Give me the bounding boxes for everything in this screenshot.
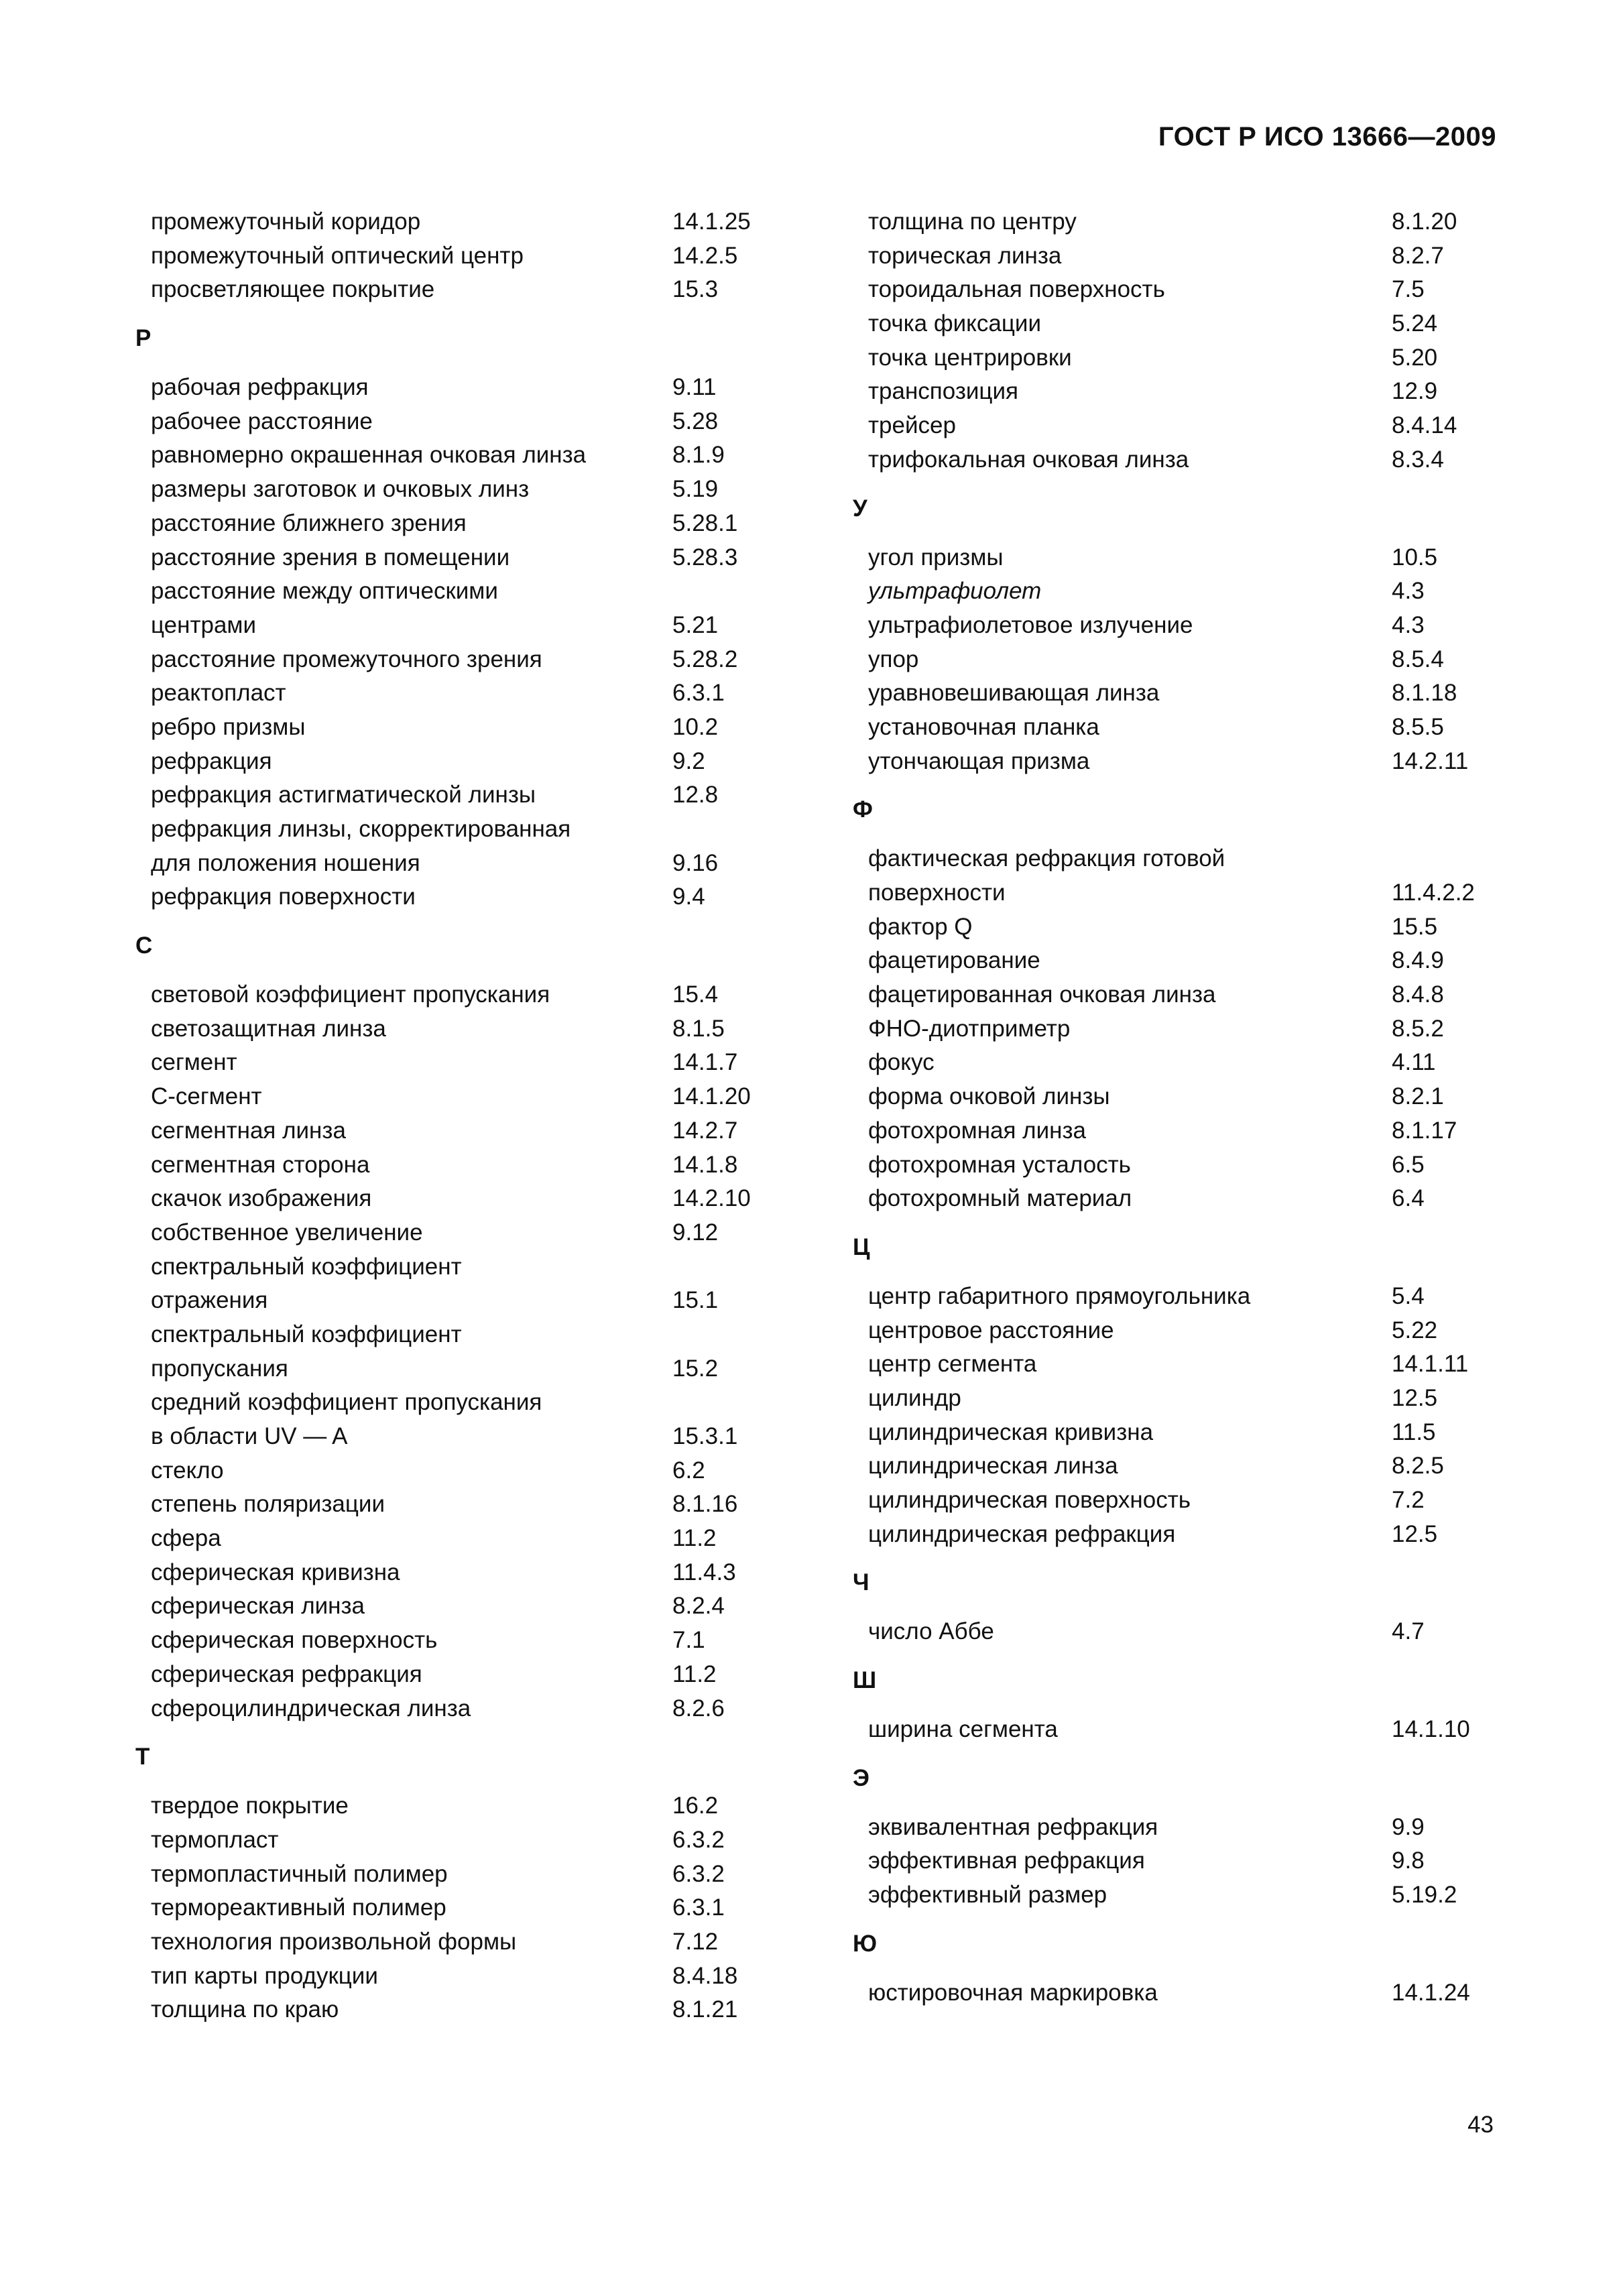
- index-entry: [868, 944, 1485, 978]
- index-entry: [868, 876, 1485, 910]
- index-term: фокус: [868, 1049, 935, 1076]
- index-entry: [868, 745, 1485, 779]
- index-entry: [151, 1993, 781, 2027]
- index-entry: [868, 1449, 1485, 1484]
- index-reference: 8.5.5: [1392, 713, 1444, 740]
- index-entry: [868, 978, 1485, 1012]
- index-reference: 8.1.5: [672, 1015, 725, 1042]
- index-entry: [868, 609, 1485, 643]
- index-letter-heading: Т: [135, 1744, 150, 1770]
- index-reference: 14.1.20: [672, 1083, 751, 1110]
- index-entry: [868, 1976, 1485, 2010]
- index-reference: 4.3: [1392, 611, 1425, 638]
- index-term: точка центрировки: [868, 344, 1072, 371]
- index-reference: 9.16: [672, 849, 719, 876]
- index-entry: [868, 541, 1485, 575]
- index-reference: 8.5.2: [1392, 1015, 1444, 1042]
- index-entry: [151, 1420, 781, 1454]
- index-reference: 8.5.4: [1392, 646, 1444, 672]
- index-reference: 6.3.2: [672, 1860, 725, 1887]
- index-term: спектральный коэффициент: [151, 1321, 462, 1347]
- index-reference: 8.4.8: [1392, 981, 1444, 1008]
- index-entry: [868, 1148, 1485, 1183]
- index-entry: [151, 1386, 781, 1420]
- index-term: расстояние между оптическими: [151, 578, 498, 605]
- index-term: торическая линза: [868, 242, 1062, 269]
- index-reference: 4.7: [1392, 1618, 1425, 1645]
- index-term: расстояние ближнего зрения: [151, 509, 467, 536]
- index-reference: 5.28.1: [672, 509, 738, 536]
- index-term: фотохромная усталость: [868, 1151, 1131, 1178]
- index-term: точка фиксации: [868, 310, 1042, 337]
- index-letter-heading: Р: [135, 325, 152, 352]
- index-term: для положения ношения: [151, 849, 420, 876]
- index-entry: [868, 676, 1485, 711]
- index-term: сферическая рефракция: [151, 1660, 422, 1687]
- index-reference: 9.11: [672, 374, 717, 401]
- index-term: термопластичный полимер: [151, 1860, 448, 1887]
- index-reference: 9.2: [672, 747, 705, 774]
- index-entry: [151, 1012, 781, 1046]
- index-entry: [868, 307, 1485, 341]
- index-group: [853, 1565, 1485, 1649]
- index-entry: [868, 1314, 1485, 1348]
- index-entry: [151, 1692, 781, 1726]
- index-group: [853, 1927, 1485, 2010]
- index-term: степень поляризации: [151, 1491, 385, 1518]
- index-reference: 5.24: [1392, 310, 1438, 337]
- index-term: в области UV — A: [151, 1423, 348, 1449]
- index-reference: 15.1: [672, 1287, 719, 1314]
- index-term: упор: [868, 646, 919, 672]
- index-entry: [868, 1080, 1485, 1114]
- index-entry: [151, 812, 781, 847]
- index-reference: 11.2: [672, 1525, 717, 1552]
- index-entry: [868, 1416, 1485, 1450]
- index-term: твердое покрытие: [151, 1793, 349, 1819]
- index-reference: 5.4: [1392, 1282, 1425, 1309]
- index-term: сферическая поверхность: [151, 1627, 438, 1654]
- index-reference: 14.2.10: [672, 1185, 751, 1212]
- index-reference: 11.4.2.2: [1392, 880, 1475, 906]
- index-entry: [151, 880, 781, 914]
- index-entry: [868, 1182, 1485, 1216]
- index-reference: 14.2.11: [1392, 747, 1469, 774]
- index-reference: 9.4: [672, 884, 705, 910]
- index-entry: [151, 1556, 781, 1590]
- index-term: фацетированная очковая линза: [868, 981, 1216, 1008]
- index-reference: 8.4.18: [672, 1962, 738, 1989]
- index-term: средний коэффициент пропускания: [151, 1389, 542, 1416]
- index-term: число Аббе: [868, 1618, 994, 1645]
- index-term: фацетирование: [868, 947, 1040, 974]
- index-letter-heading: Э: [853, 1764, 869, 1791]
- index-term: световой коэффициент пропускания: [151, 981, 550, 1008]
- index-entry: [151, 473, 781, 507]
- index-term: технология произвольной формы: [151, 1928, 517, 1955]
- index-term: ребро призмы: [151, 713, 306, 740]
- index-group: [853, 1230, 1485, 1552]
- index-entry: [868, 1046, 1485, 1080]
- index-reference: 14.2.7: [672, 1117, 738, 1144]
- index-entry: [151, 1284, 781, 1318]
- index-entry: [868, 1615, 1485, 1649]
- index-entry: [151, 1352, 781, 1386]
- index-entry: [868, 842, 1485, 876]
- index-entry: [868, 1878, 1485, 1913]
- index-entry: [868, 205, 1485, 239]
- index-entry: [868, 575, 1485, 609]
- index-term: ультрафиолет: [868, 578, 1042, 605]
- index-entry: [868, 1114, 1485, 1148]
- index-reference: 14.1.11: [1392, 1351, 1469, 1378]
- index-entry: [151, 1823, 781, 1858]
- index-reference: 8.4.9: [1392, 947, 1444, 974]
- index-letter-heading: Ю: [853, 1930, 878, 1957]
- index-entry: [868, 1484, 1485, 1518]
- index-reference: 14.1.24: [1392, 1979, 1470, 2006]
- index-reference: 5.21: [672, 611, 719, 638]
- index-reference: 5.28: [672, 408, 719, 434]
- index-reference: 6.3.2: [672, 1826, 725, 1853]
- index-entry: [151, 371, 781, 405]
- index-reference: 5.22: [1392, 1317, 1438, 1343]
- index-letter-heading: Ц: [853, 1233, 870, 1260]
- index-group: [868, 205, 1485, 477]
- index-reference: 15.5: [1392, 913, 1438, 940]
- index-entry: [151, 1589, 781, 1624]
- index-entry: [868, 1347, 1485, 1382]
- index-term: транспозиция: [868, 378, 1018, 405]
- index-reference: 8.4.14: [1392, 412, 1457, 439]
- index-entry: [151, 847, 781, 881]
- index-term: цилиндрическая поверхность: [868, 1487, 1191, 1513]
- index-term: установочная планка: [868, 713, 1099, 740]
- index-entry: [868, 1811, 1485, 1845]
- index-entry: [151, 978, 781, 1012]
- index-reference: 8.3.4: [1392, 446, 1444, 473]
- index-term: цилиндр: [868, 1384, 961, 1411]
- index-reference: 8.1.16: [672, 1491, 738, 1518]
- index-letter-heading: У: [853, 495, 867, 522]
- index-entry: [151, 438, 781, 473]
- index-term: тип карты продукции: [151, 1962, 378, 1989]
- index-reference: 5.19.2: [1392, 1882, 1457, 1909]
- index-entry: [151, 205, 781, 239]
- index-term: собственное увеличение: [151, 1219, 423, 1246]
- index-letter-heading: С: [135, 932, 153, 959]
- index-term: фактическая рефракция готовой: [868, 845, 1225, 872]
- index-entry: [868, 1518, 1485, 1552]
- index-term: светозащитная линза: [151, 1015, 386, 1042]
- index-term: просветляющее покрытие: [151, 276, 435, 303]
- index-reference: 8.1.21: [672, 1996, 738, 2023]
- index-entry: [868, 1844, 1485, 1878]
- index-reference: 10.2: [672, 713, 719, 740]
- index-term: центр сегмента: [868, 1351, 1037, 1378]
- index-reference: 11.4.3: [672, 1559, 736, 1585]
- index-reference: 4.11: [1392, 1049, 1436, 1076]
- index-reference: 15.4: [672, 981, 719, 1008]
- index-reference: 14.2.5: [672, 242, 738, 269]
- index-term: скачок изображения: [151, 1185, 372, 1212]
- index-term: ультрафиолетовое излучение: [868, 611, 1193, 638]
- index-reference: 6.5: [1392, 1151, 1425, 1178]
- index-term: ФНО-диотприметр: [868, 1015, 1071, 1042]
- index-reference: 16.2: [672, 1793, 719, 1819]
- index-reference: 6.3.1: [672, 1894, 725, 1921]
- index-term: сфероцилиндрическая линза: [151, 1695, 471, 1721]
- index-entry: [151, 1789, 781, 1823]
- index-term: утончающая призма: [868, 747, 1090, 774]
- index-entry: [151, 1046, 781, 1080]
- index-reference: 8.1.9: [672, 442, 725, 469]
- index-reference: 6.3.1: [672, 680, 725, 707]
- index-term: тороидальная поверхность: [868, 276, 1165, 303]
- index-reference: 14.1.25: [672, 208, 751, 235]
- index-entry: [868, 409, 1485, 443]
- index-group: [135, 321, 781, 914]
- index-reference: 12.9: [1392, 378, 1438, 405]
- index-entry: [868, 1280, 1485, 1314]
- index-term: сегмент: [151, 1049, 237, 1076]
- index-term: угол призмы: [868, 544, 1004, 570]
- index-entry: [151, 1182, 781, 1216]
- index-term: фотохромный материал: [868, 1185, 1132, 1212]
- index-term: пропускания: [151, 1355, 288, 1382]
- index-reference: 8.2.6: [672, 1695, 725, 1721]
- index-reference: 14.1.10: [1392, 1716, 1470, 1743]
- index-reference: 7.2: [1392, 1487, 1425, 1513]
- index-entry: [151, 1891, 781, 1925]
- index-entry: [151, 575, 781, 609]
- index-term: рефракция линзы, скорректированная: [151, 816, 571, 842]
- index-letter-heading: Ч: [853, 1569, 869, 1596]
- index-reference: 5.28.2: [672, 646, 738, 672]
- index-group: [853, 1761, 1485, 1913]
- index-reference: 9.12: [672, 1219, 719, 1246]
- index-column-right: [853, 205, 1485, 2010]
- index-term: центрами: [151, 611, 257, 638]
- index-term: ширина сегмента: [868, 1716, 1058, 1743]
- index-group: [853, 792, 1485, 1216]
- index-term: реактопласт: [151, 680, 286, 707]
- index-term: сферическая линза: [151, 1593, 365, 1620]
- index-reference: 7.5: [1392, 276, 1425, 303]
- index-reference: 8.1.20: [1392, 208, 1457, 235]
- index-reference: 12.5: [1392, 1520, 1438, 1547]
- index-term: уравновешивающая линза: [868, 680, 1160, 707]
- index-reference: 12.8: [672, 782, 719, 808]
- index-reference: 10.5: [1392, 544, 1438, 570]
- index-term: рефракция астигматической линзы: [151, 782, 536, 808]
- index-entry: [151, 1080, 781, 1114]
- index-letter-heading: Ш: [853, 1667, 877, 1694]
- index-term: фактор Q: [868, 913, 973, 940]
- index-entry: [151, 1959, 781, 1994]
- index-entry: [151, 405, 781, 439]
- index-entry: [151, 1624, 781, 1658]
- index-term: рабочая рефракция: [151, 374, 369, 401]
- index-entry: [151, 1858, 781, 1892]
- index-reference: 12.5: [1392, 1384, 1438, 1411]
- index-reference: 11.5: [1392, 1418, 1436, 1445]
- index-term: трифокальная очковая линза: [868, 446, 1189, 473]
- index-term: термопласт: [151, 1826, 279, 1853]
- index-reference: 8.2.4: [672, 1593, 725, 1620]
- index-term: промежуточный оптический центр: [151, 242, 524, 269]
- index-reference: 7.12: [672, 1928, 719, 1955]
- index-term: сегментная линза: [151, 1117, 346, 1144]
- index-entry: [868, 910, 1485, 945]
- index-term: расстояние промежуточного зрения: [151, 646, 542, 672]
- index-reference: 5.28.3: [672, 544, 738, 570]
- index-term: эффективный размер: [868, 1882, 1107, 1909]
- index-term: поверхности: [868, 880, 1006, 906]
- index-term: эффективная рефракция: [868, 1848, 1145, 1874]
- index-term: цилиндрическая кривизна: [868, 1418, 1154, 1445]
- index-reference: 6.4: [1392, 1185, 1425, 1212]
- index-entry: [868, 375, 1485, 409]
- index-group: [135, 1740, 781, 2027]
- index-entry: [151, 1114, 781, 1148]
- index-term: форма очковой линзы: [868, 1083, 1110, 1110]
- document-header: ГОСТ Р ИСО 13666—2009: [1158, 122, 1496, 152]
- index-term: сегментная сторона: [151, 1151, 370, 1178]
- index-entry: [151, 643, 781, 677]
- index-entry: [151, 1148, 781, 1183]
- index-reference: 8.2.1: [1392, 1083, 1444, 1110]
- index-entry: [151, 541, 781, 575]
- index-entry: [868, 1382, 1485, 1416]
- index-entry: [151, 1454, 781, 1488]
- index-reference: 11.2: [672, 1660, 717, 1687]
- index-entry: [151, 1318, 781, 1352]
- index-entry: [151, 1250, 781, 1284]
- index-reference: 9.9: [1392, 1813, 1425, 1840]
- index-term: стекло: [151, 1457, 224, 1484]
- index-term: размеры заготовок и очковых линз: [151, 476, 530, 503]
- index-entry: [868, 1012, 1485, 1046]
- index-reference: 7.1: [672, 1627, 705, 1654]
- index-entry: [868, 273, 1485, 307]
- index-group: [853, 491, 1485, 779]
- index-term: юстировочная маркировка: [868, 1979, 1158, 2006]
- index-reference: 5.19: [672, 476, 719, 503]
- page-number: 43: [1467, 2112, 1494, 2138]
- index-term: цилиндрическая линза: [868, 1453, 1118, 1479]
- index-term: цилиндрическая рефракция: [868, 1520, 1176, 1547]
- index-reference: 5.20: [1392, 344, 1438, 371]
- index-entry: [151, 1216, 781, 1250]
- index-term: промежуточный коридор: [151, 208, 421, 235]
- index-entry: [151, 1658, 781, 1692]
- index-term: центровое расстояние: [868, 1317, 1114, 1343]
- index-reference: 15.2: [672, 1355, 719, 1382]
- index-entry: [151, 239, 781, 274]
- index-reference: 15.3: [672, 276, 719, 303]
- index-column-left: [135, 205, 781, 2027]
- index-entry: [868, 1713, 1485, 1747]
- index-reference: 14.1.7: [672, 1049, 738, 1076]
- index-entry: [868, 643, 1485, 677]
- index-entry: [151, 609, 781, 643]
- index-entry: [151, 507, 781, 541]
- index-term: рабочее расстояние: [151, 408, 373, 434]
- index-term: фотохромная линза: [868, 1117, 1086, 1144]
- index-reference: 8.2.5: [1392, 1453, 1444, 1479]
- index-entry: [868, 341, 1485, 375]
- index-entry: [868, 239, 1485, 274]
- index-group: [151, 205, 781, 307]
- index-term: толщина по краю: [151, 1996, 339, 2023]
- index-term: термореактивный полимер: [151, 1894, 446, 1921]
- index-reference: 8.2.7: [1392, 242, 1444, 269]
- index-entry: [868, 443, 1485, 477]
- index-entry: [868, 711, 1485, 745]
- index-term: отражения: [151, 1287, 268, 1314]
- index-entry: [151, 273, 781, 307]
- index-entry: [151, 1522, 781, 1556]
- index-reference: 6.2: [672, 1457, 705, 1484]
- index-reference: 8.1.18: [1392, 680, 1457, 707]
- index-group: [135, 928, 781, 1726]
- index-entry: [151, 745, 781, 779]
- index-term: С-сегмент: [151, 1083, 262, 1110]
- index-reference: 15.3.1: [672, 1423, 738, 1449]
- index-reference: 4.3: [1392, 578, 1425, 605]
- index-term: рефракция: [151, 747, 272, 774]
- index-group: [853, 1663, 1485, 1747]
- index-entry: [151, 711, 781, 745]
- index-term: спектральный коэффициент: [151, 1253, 462, 1280]
- index-term: расстояние зрения в помещении: [151, 544, 510, 570]
- index-term: эквивалентная рефракция: [868, 1813, 1158, 1840]
- index-term: сфера: [151, 1525, 221, 1552]
- index-entry: [151, 1925, 781, 1959]
- index-term: трейсер: [868, 412, 956, 439]
- index-term: центр габаритного прямоугольника: [868, 1282, 1251, 1309]
- index-entry: [151, 778, 781, 812]
- index-reference: 14.1.8: [672, 1151, 738, 1178]
- index-term: сферическая кривизна: [151, 1559, 400, 1585]
- index-entry: [151, 676, 781, 711]
- index-letter-heading: Ф: [853, 796, 873, 823]
- index-term: равномерно окрашенная очковая линза: [151, 442, 587, 469]
- index-reference: 8.1.17: [1392, 1117, 1457, 1144]
- index-term: рефракция поверхности: [151, 884, 416, 910]
- index-entry: [151, 1488, 781, 1522]
- index-term: толщина по центру: [868, 208, 1077, 235]
- index-reference: 9.8: [1392, 1848, 1425, 1874]
